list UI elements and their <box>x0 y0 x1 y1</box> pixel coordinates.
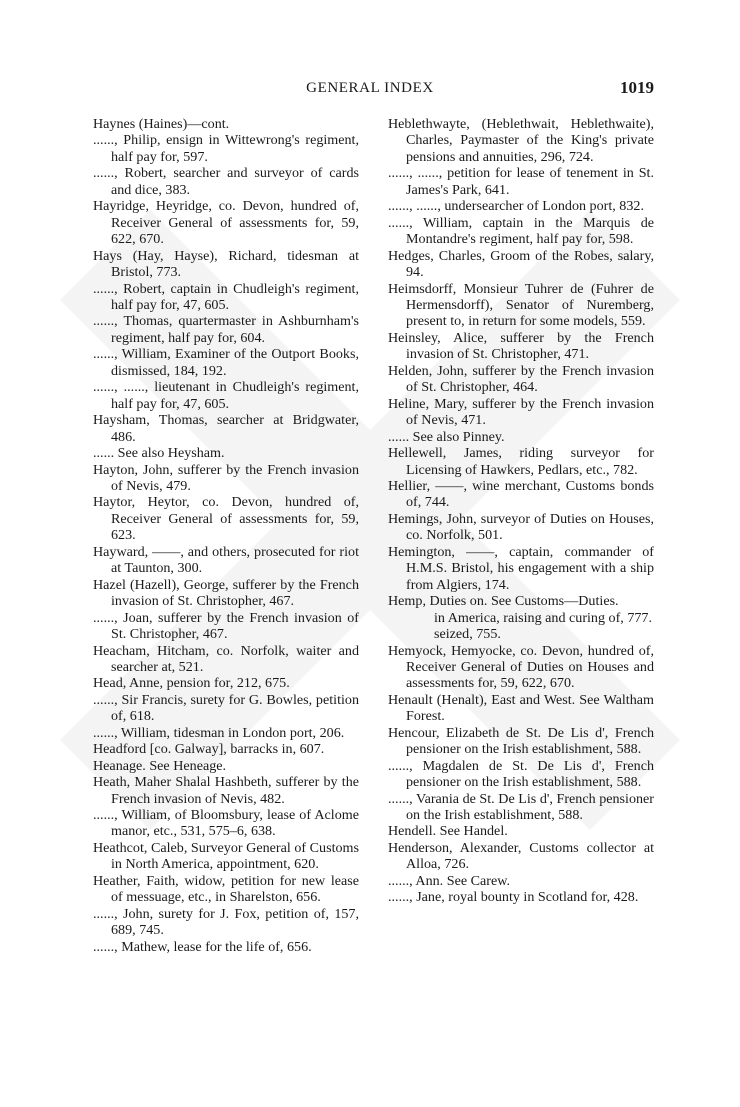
index-entry: ......, ......, undersearcher of London port, 832. <box>388 198 644 215</box>
index-entry: Heline, Mary, sufferer by the French invasion of Nevis, 471. <box>388 395 654 429</box>
index-entry: Hemings, John, surveyor of Duties on Houses, co. Norfolk, 501. <box>388 510 654 544</box>
index-entry: Hays (Hay, Hayse), Richard, tidesman at Bristol, 773. <box>93 247 359 281</box>
index-entry: ......, Robert, captain in Chudleigh's regiment, half pay for, 47, 605. <box>93 280 359 313</box>
index-entry: Hazel (Hazell), George, sufferer by the French invasion of St. Christopher, 467. <box>93 576 359 610</box>
index-entry: ......, William, Examiner of the Outport Books, dismissed, 184, 192. <box>93 346 359 379</box>
index-entry: Hemyock, Hemyocke, co. Devon, hundred of, Receiver General of Duties on Houses and assessments for, 59, 622, 670. <box>388 642 654 692</box>
index-entry: Henault (Henalt), East and West. See Waltham Forest. <box>388 691 654 725</box>
index-entry: Heather, Faith, widow, petition for new lease of messuage, etc., in Sharelston, 656. <box>93 872 359 906</box>
index-entry: ......, Jane, royal bounty in Scotland for, 428. <box>388 889 639 906</box>
index-entry: Hencour, Elizabeth de St. De Lis d', French pensioner on the Irish establishment, 588. <box>388 724 654 758</box>
index-entry: ......, William, of Bloomsbury, lease of Aclome manor, etc., 531, 575–6, 638. <box>93 807 359 840</box>
index-entry: Heacham, Hitcham, co. Norfolk, waiter and searcher at, 521. <box>93 642 359 675</box>
index-entry: Hellewell, James, riding surveyor for Licensing of Hawkers, Pedlars, etc., 782. <box>388 445 654 478</box>
index-column-left <box>93 116 359 955</box>
index-entry: ......, Ann. See Carew. <box>388 872 510 889</box>
index-entry: Hayridge, Heyridge, co. Devon, hundred of, Receiver General of assessments for, 59, 622, 670. <box>93 198 359 248</box>
index-entry: Head, Anne, pension for, 212, 675. <box>93 675 290 692</box>
index-entry: ......, Thomas, quartermaster in Ashburnham's regiment, half pay for, 604. <box>93 313 359 346</box>
index-entry: Hendell. See Handel. <box>388 823 508 840</box>
index-entry: ......, Mathew, lease for the life of, 656. <box>93 938 312 955</box>
index-entry: ......, William, tidesman in London port, 206. <box>93 724 345 741</box>
index-entry: ...... See also Heysham. <box>93 445 225 462</box>
index-entry: Hellier, ——, wine merchant, Customs bonds of, 744. <box>388 477 654 511</box>
index-entry: Helden, John, sufferer by the French invasion of St. Christopher, 464. <box>388 362 654 396</box>
index-entry: Heath, Maher Shalal Hashbeth, sufferer by the French invasion of Nevis, 482. <box>93 774 359 807</box>
running-header <box>0 78 740 102</box>
index-entry: ......, ......, lieutenant in Chudleigh's regiment, half pay for, 47, 605. <box>93 379 359 412</box>
index-entry: ......, Varania de St. De Lis d', French pensioner on the Irish establishment, 588. <box>388 790 654 824</box>
index-entry: ......, Joan, sufferer by the French invasion of St. Christopher, 467. <box>93 609 359 643</box>
index-entry: Henderson, Alexander, Customs collector at Alloa, 726. <box>388 839 654 873</box>
index-entry: Hemington, ——, captain, commander of H.M.S. Bristol, his engagement with a ship from Algiers, 174. <box>388 543 654 593</box>
index-entry: ......, Philip, ensign in Wittewrong's regiment, half pay for, 597. <box>93 132 359 165</box>
index-entry: Haysham, Thomas, searcher at Bridgwater, 486. <box>93 412 359 445</box>
index-entry: Haynes (Haines)—cont. <box>93 116 230 132</box>
index-entry: Heblethwayte, (Heblethwait, Heblethwaite), Charles, Paymaster of the King's private pensions and annuities, 296, 724. <box>388 116 654 165</box>
index-entry: Hemp, Duties on. See Customs—Duties. <box>388 593 619 610</box>
index-entry: ...... See also Pinney. <box>388 428 505 445</box>
index-column-right <box>388 116 654 906</box>
index-entry: Heimsdorff, Monsieur Tuhrer de (Fuhrer de Hermensdorff), Senator of Nuremberg, present to, in return for some models, 559. <box>388 280 654 330</box>
index-entry: Headford [co. Galway], barracks in, 607. <box>93 741 325 758</box>
index-entry: Heathcot, Caleb, Surveyor General of Customs in North America, appointment, 620. <box>93 839 359 873</box>
index-sub-entry: in America, raising and curing of, 777. <box>434 609 653 626</box>
index-entry: Hayward, ——, and others, prosecuted for riot at Taunton, 300. <box>93 543 359 577</box>
index-entry: ......, John, surety for J. Fox, petition of, 157, 689, 745. <box>93 905 359 939</box>
index-entry: Heinsley, Alice, sufferer by the French invasion of St. Christopher, 471. <box>388 329 654 363</box>
index-entry: ......, William, captain in the Marquis de Montandre's regiment, half pay for, 598. <box>388 214 654 248</box>
index-entry: Hedges, Charles, Groom of the Robes, salary, 94. <box>388 247 654 281</box>
page-title: GENERAL INDEX <box>306 80 434 96</box>
index-entry: Heanage. See Heneage. <box>93 757 227 774</box>
index-entry: ......, Magdalen de St. De Lis d', French pensioner on the Irish establishment, 588. <box>388 757 654 791</box>
index-entry: ......, ......, petition for lease of tenement in St. James's Park, 641. <box>388 165 654 198</box>
index-sub-entry: seized, 755. <box>434 626 501 643</box>
index-entry: Haytor, Heytor, co. Devon, hundred of, Receiver General of assessments for, 59, 623. <box>93 494 359 544</box>
index-entry: ......, Sir Francis, surety for G. Bowles, petition of, 618. <box>93 691 359 725</box>
index-entry: Hayton, John, sufferer by the French invasion of Nevis, 479. <box>93 461 359 494</box>
index-entry: ......, Robert, searcher and surveyor of cards and dice, 383. <box>93 165 359 198</box>
page-number: 1019 <box>620 78 654 97</box>
